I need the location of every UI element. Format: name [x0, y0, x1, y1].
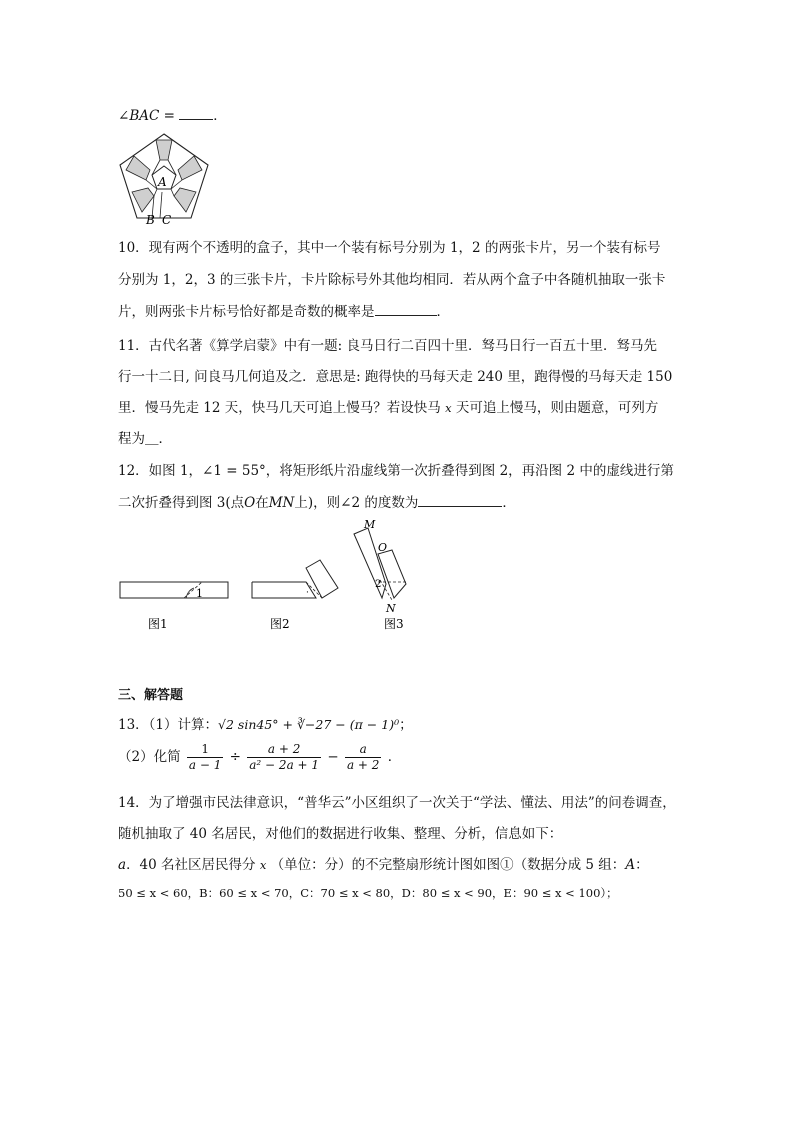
fraction-1-num: 1	[187, 742, 223, 758]
q12-answer-blank	[418, 494, 502, 507]
q10-line-2: 分别为 1，2，3 的三张卡片，卡片除标号外其他均相同．若从两个盒子中各随机抽取一张卡	[118, 272, 666, 288]
q10-line-1: 10．现有两个不透明的盒子，其中一个装有标号分别为 1，2 的两张卡片，另一个装有标号	[118, 240, 661, 256]
label-a: A	[158, 175, 167, 189]
item-a: a	[118, 857, 127, 873]
caption-fig1: 图1	[148, 617, 168, 631]
q9-answer-line	[118, 104, 227, 124]
fraction-3-num: a	[345, 742, 381, 758]
q13-part-1-label: 13．（1）计算：	[118, 717, 219, 733]
label-b: B	[146, 213, 155, 226]
q11-line-2: 行一十二日, 问良马几何追及之．意思是: 跑得快的马每天走 240 里，跑得慢的马每天走 150	[118, 369, 673, 385]
q11-line-3	[118, 396, 658, 416]
q10-line-3-text: 片，则两张卡片标号恰好都是奇数的概率是	[118, 304, 375, 320]
q12-line-2-b: 在	[255, 495, 269, 511]
q13-part-1	[118, 713, 413, 733]
q13-part-2-end: ．	[387, 749, 402, 765]
fig3-label-m: M	[364, 518, 376, 531]
q13-part-2	[118, 742, 401, 773]
q12-end: ．	[502, 495, 516, 511]
fig2-angle-mark: ·	[306, 588, 309, 598]
equals: =	[159, 108, 180, 124]
op-minus: −	[327, 749, 339, 765]
q13-expression: √2 sin45° + ∛−27 − (π − 1)⁰	[218, 717, 400, 732]
q10-answer-blank	[375, 303, 437, 316]
answer-blank	[179, 107, 213, 120]
q12-line-2	[118, 491, 516, 511]
q14-line-3	[118, 853, 649, 873]
q11-line-1: 11．古代名著《算学启蒙》中有一题: 良马日行二百四十里．驽马日行一百五十里．驽马先	[118, 338, 658, 354]
angle-name: BAC	[129, 108, 160, 124]
var-x: x	[259, 858, 267, 872]
q14-line-3-b: ．40 名社区居民得分	[126, 857, 256, 873]
fraction-1	[187, 742, 223, 773]
op-divide: ÷	[229, 749, 241, 765]
fig3-label-o: O	[378, 541, 388, 554]
caption-fig3: 图3	[384, 617, 404, 631]
section-title: 三、解答题	[118, 688, 184, 703]
q14-line-3-c: （单位：分）的不完整扇形统计图如图	[270, 857, 501, 873]
caption-fig2: 图2	[270, 617, 290, 631]
angle-symbol: ∠	[118, 108, 130, 124]
fig3-label-2: 2	[375, 579, 382, 590]
fraction-1-den: a − 1	[188, 758, 222, 772]
q14-line-1: 14．为了增强市民法律意识，“普华云”小区组织了一次关于“学法、懂法、用法”的问卷调查，	[118, 795, 676, 811]
fraction-2-den: a² − 2a + 1	[249, 758, 320, 772]
fig3-label-n: N	[386, 602, 396, 615]
q10-line-3	[118, 300, 450, 320]
fraction-3	[345, 742, 381, 773]
colon: ：	[635, 857, 649, 873]
q11-line-4: 程为＿．	[118, 431, 172, 447]
q12-line-2-c: 上)，则∠2 的度数为	[294, 495, 419, 511]
pentagon-figure	[116, 130, 212, 226]
folding-figures	[116, 514, 426, 632]
fraction-2-num: a + 2	[247, 742, 321, 758]
q12-line-1: 12．如图 1，∠1 = 55°，将矩形纸片沿虚线第一次折叠得到图 2，再沿图 2 中的虚线进行第	[118, 463, 674, 479]
fraction-2	[247, 742, 321, 773]
q10-end: ．	[436, 304, 450, 320]
q11-line-3-b: 天可追上慢马，则由题意，可列方	[455, 400, 659, 416]
label-c: C	[162, 213, 172, 226]
group-a: A	[625, 857, 636, 873]
q14-line-2: 随机抽取了 40 名居民，对他们的数据进行收集、整理、分析，信息如下：	[118, 826, 563, 842]
segment-mn: MN	[268, 495, 295, 511]
q11-line-3-a: 里．慢马先走 12 天，快马几天可追上慢马？若设快马	[118, 400, 441, 416]
fig1-angle-label: 1	[196, 587, 203, 600]
end-mark: ．	[213, 108, 227, 124]
q13-part-1-end: ；	[399, 717, 413, 733]
q13-part-2-label: （2）化简	[118, 749, 181, 765]
q14-line-3-d: （数据分成 5 组：	[513, 857, 626, 873]
fraction-3-den: a + 2	[346, 758, 380, 772]
q12-line-2-a: 二次折叠得到图 3(点	[118, 495, 245, 511]
circled-one: ①	[500, 857, 514, 873]
point-o: O	[244, 495, 256, 511]
q14-line-4: 50 ≤ x < 60，B：60 ≤ x < 70，C：70 ≤ x < 80，D：80 ≤ x < 90，E：90 ≤ x < 100）；	[118, 886, 618, 900]
q11-var-x: x	[445, 401, 452, 415]
